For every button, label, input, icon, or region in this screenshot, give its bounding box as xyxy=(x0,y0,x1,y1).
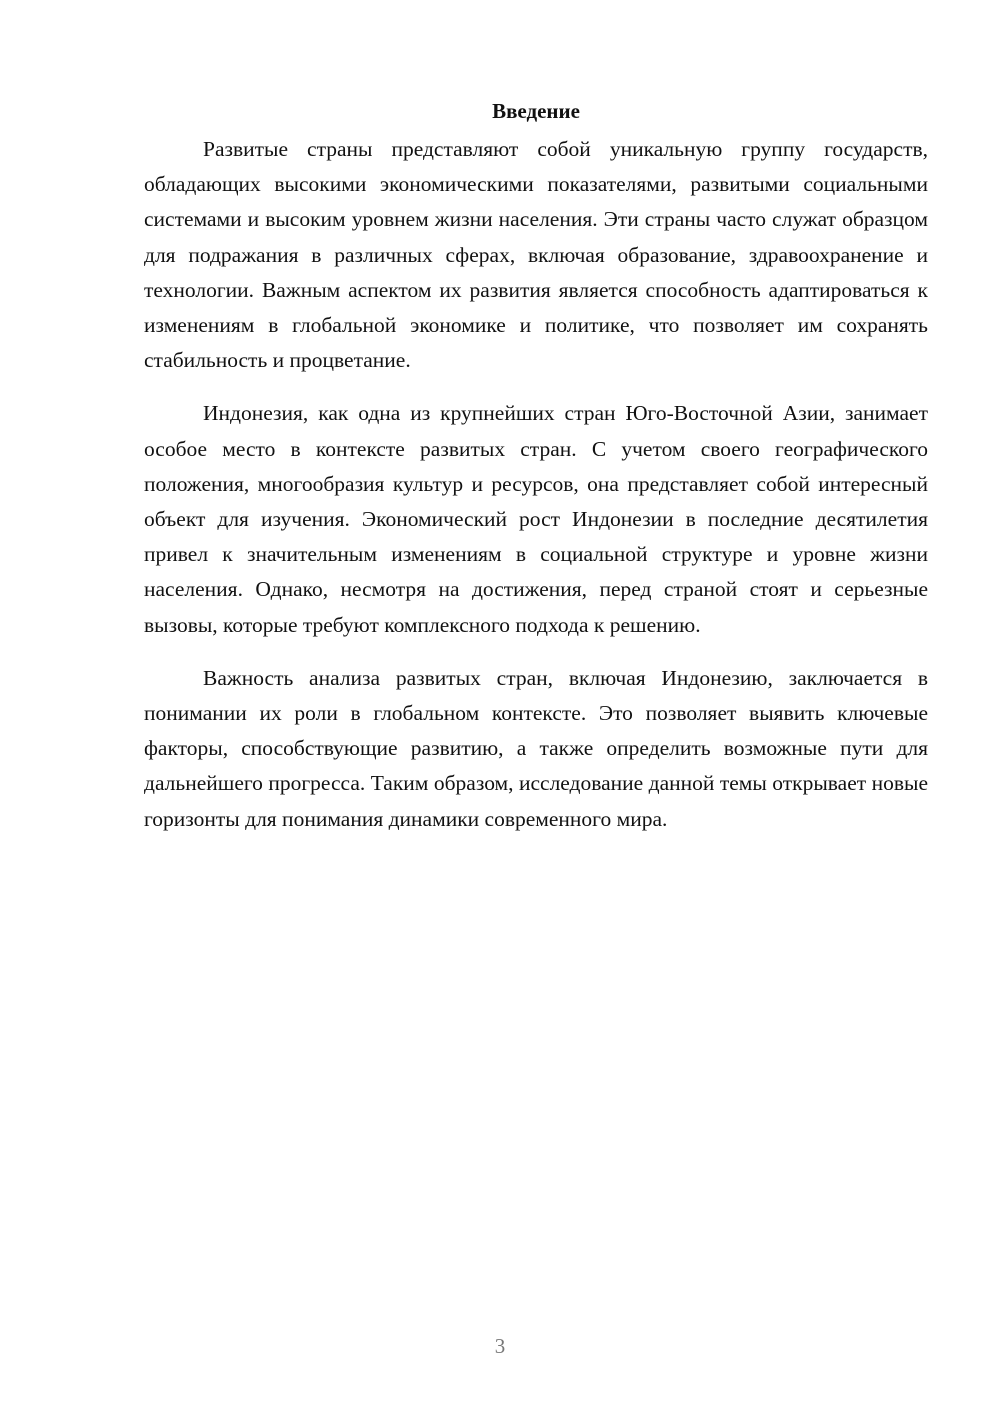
paragraph-2: Индонезия, как одна из крупнейших стран Юго-Восточной Азии, занимает особое место в контексте развитых стран. С учетом своего географического положения, многообразия культур и ресурсов, она представляет собой интересный объект для изучения. Экономический рост Индонезии в последние десятилетия привел к значительным изменениям в социальной структуре и уровне жизни населения. Однако, несмотря на достижения, перед страной стоят и серьезные вызовы, которые требуют комплексного подхода к решению. xyxy=(144,401,928,637)
section-title: Введение xyxy=(492,99,580,123)
paragraph-1: Развитые страны представляют собой уникальную группу государств, обладающих высокими экономическими показателями, развитыми социальными системами и высоким уровнем жизни населения. Эти страны часто служат образцом для подражания в различных сферах, включая образование, здравоохранение и технологии. Важным аспектом их развития является способность адаптироваться к изменениям в глобальной экономике и политике, что позволяет им сохранять стабильность и процветание. xyxy=(144,137,928,373)
page-content xyxy=(144,96,928,855)
paragraph-3: Важность анализа развитых стран, включая Индонезию, заключается в понимании их роли в глобальном контексте. Это позволяет выявить ключевые факторы, способствующие развитию, а также определить возможные пути для дальнейшего прогресса. Таким образом, исследование данной темы открывает новые горизонты для понимания динамики современного мира. xyxy=(144,665,928,831)
page-number: 3 xyxy=(494,1334,506,1358)
